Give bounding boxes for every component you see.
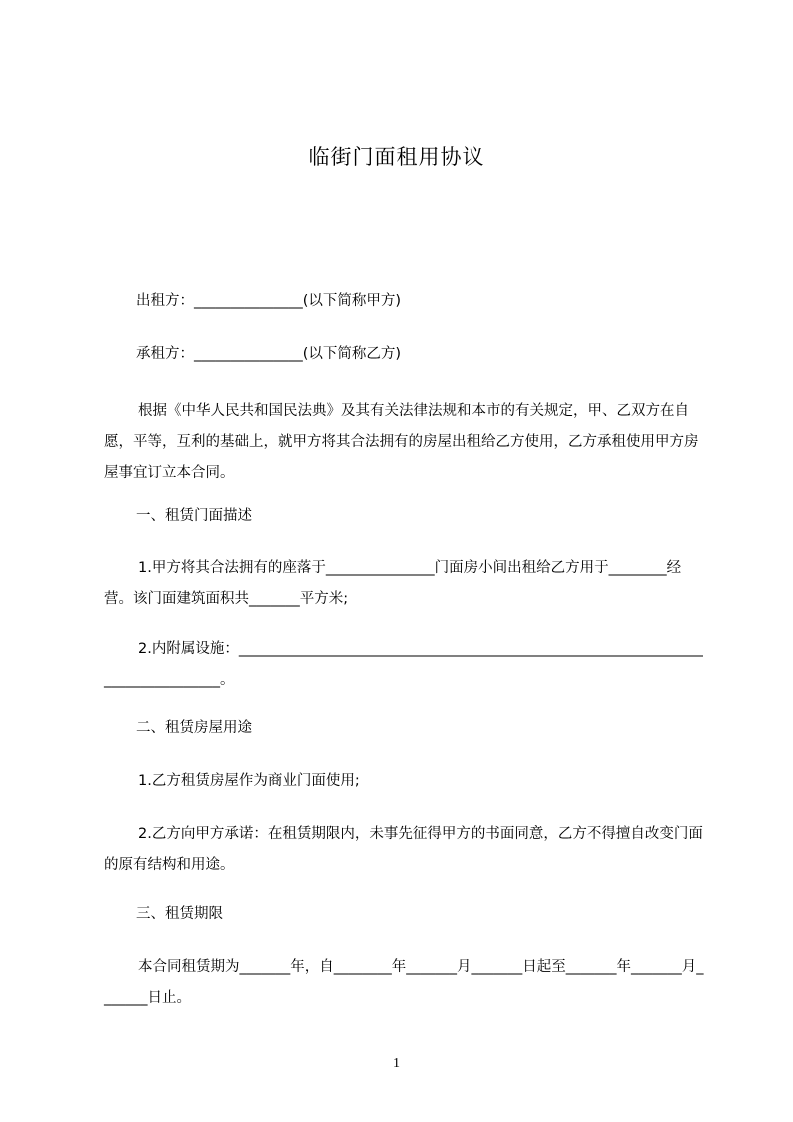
section1-item1: 1.甲方将其合法拥有的座落于_______________门面房小间出租给乙方用于________经营。该门面建筑面积共_______平方米; [104, 560, 682, 607]
section3-text: 本合同租赁期为_______年，自________年_______月_______日起至_______年_______月_______日止。 [104, 959, 704, 1006]
page-number: 1 [393, 1056, 400, 1071]
section1-heading: 一、租赁门面描述 [136, 508, 252, 524]
section1-item2: 2.内附属设施：________________________________________________________________________________。 [104, 641, 703, 688]
section2-item1: 1.乙方租赁房屋作为商业门面使用; [138, 773, 360, 789]
section2-item2: 2.乙方向甲方承诺：在租赁期限内，未事先征得甲方的书面同意，乙方不得擅自改变门面的原有结构和用途。 [104, 826, 703, 873]
lessor-line: 出租方：_______________(以下简称甲方) [136, 293, 402, 309]
intro-paragraph: 根据《中华人民共和国民法典》及其有关法律法规和本市的有关规定，甲、乙双方在自愿，平等，互利的基础上，就甲方将其合法拥有的房屋出租给乙方使用，乙方承租使用甲方房屋事宜订立本合同。 [104, 403, 699, 481]
section3-heading: 三、租赁期限 [136, 906, 223, 922]
lessee-line: 承租方：_______________(以下简称乙方) [136, 346, 402, 362]
page-title: 临街门面租用协议 [308, 145, 485, 169]
section2-heading: 二、租赁房屋用途 [136, 720, 252, 736]
